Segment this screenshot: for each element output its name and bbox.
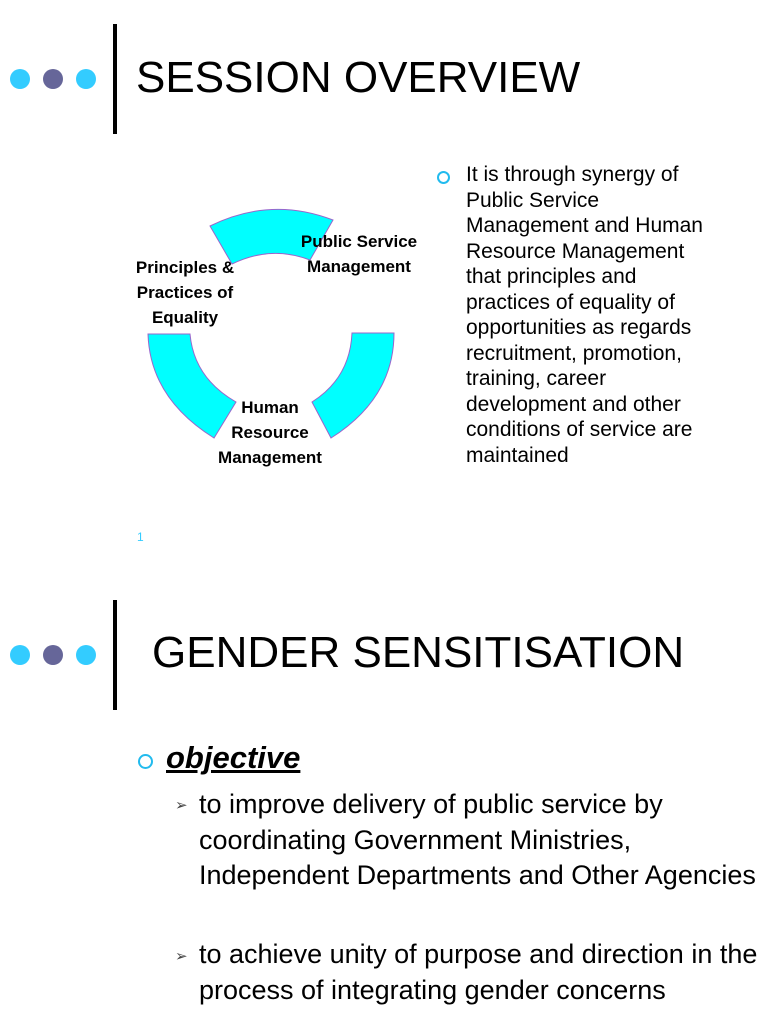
- title-divider: [113, 600, 117, 710]
- label-human-resource-management: Human Resource Management: [218, 398, 322, 467]
- page-number: 1: [137, 530, 144, 544]
- list-item: to improve delivery of public service by coordinating Government Ministries, Independent Departments and Other Agencies: [199, 789, 756, 890]
- label-principles-practices-equality: Principles & Practices of Equality: [135, 258, 235, 327]
- overview-text: It is through synergy of Public Service Management and Human Resource Management that principles and practices of equality of opportunities as regards recruitment, promotion, training, career development and other conditions of service are maintained: [466, 163, 703, 467]
- objective-heading: objective: [166, 740, 301, 775]
- cyan-dot-icon: [10, 645, 30, 665]
- section-title: GENDER SENSITISATION: [152, 628, 685, 677]
- ring-bullet-icon: [138, 754, 153, 769]
- arrow-bullet-icon: ➢: [175, 948, 188, 965]
- page-title: SESSION OVERVIEW: [136, 53, 581, 102]
- decorative-dots: [10, 645, 96, 665]
- purple-dot-icon: [43, 645, 63, 665]
- list-item: to achieve unity of purpose and direction in the process of integrating gender concerns: [199, 939, 758, 1005]
- arrow-bullet-icon: ➢: [175, 797, 188, 814]
- cyan-dot-icon: [76, 645, 96, 665]
- label-public-service-management: Public Service Management: [300, 232, 418, 276]
